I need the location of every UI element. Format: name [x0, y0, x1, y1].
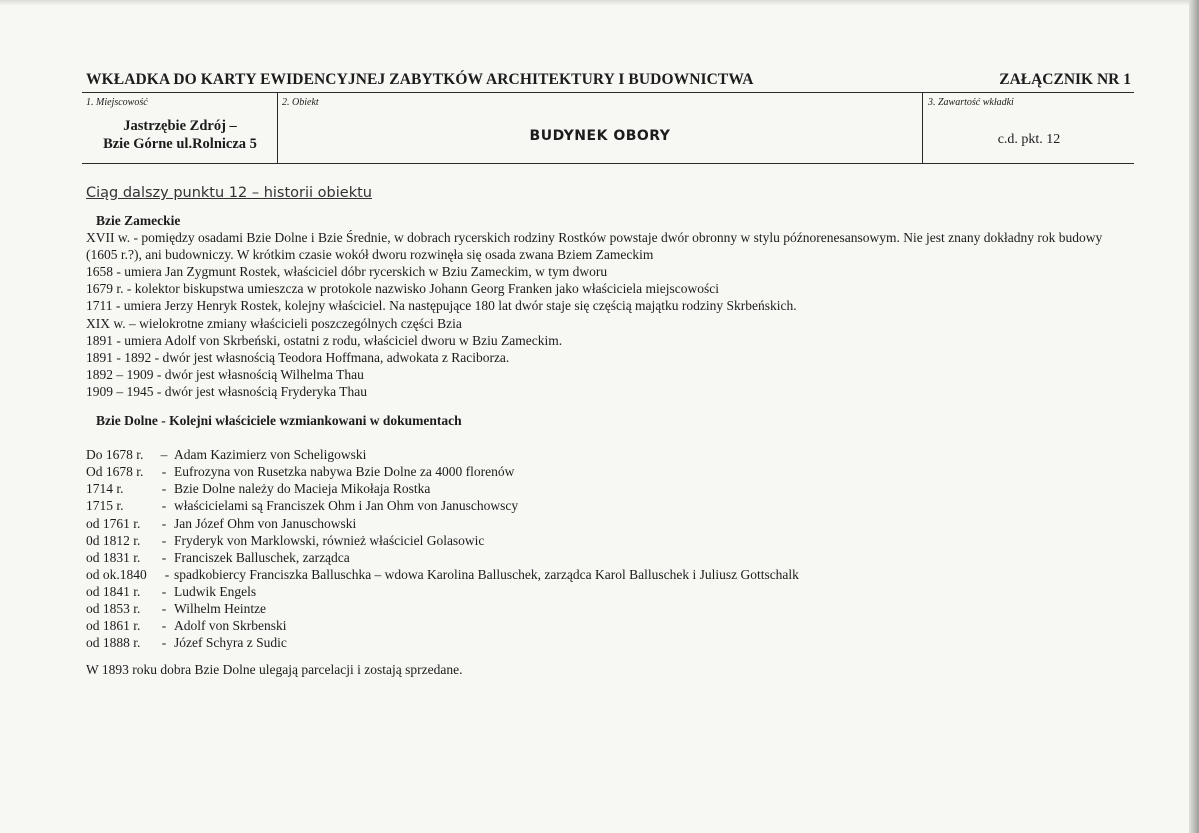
owner-text: Wilhelm Heintze — [174, 600, 267, 616]
owner-date: 0d 1812 r. — [86, 532, 141, 548]
owner-date: 1715 r. — [86, 498, 124, 514]
history-entry: 1891 - 1892 - dwór jest własnością Teodora Hoffmana, adwokata z Raciborza. — [86, 349, 510, 365]
location-label: 1. Miejscowość — [86, 97, 148, 108]
owner-dash: - — [161, 600, 167, 616]
owner-text: Jan Józef Ohm von Januschowski — [174, 515, 357, 531]
owner-text: spadkobiercy Franciszka Balluschka – wdowa Karolina Balluschek, zarządca Karol Balluschek i Juliusz Gottschalk — [174, 566, 799, 582]
owner-text: Fryderyk von Marklowski, również właściciel Golasowic — [174, 532, 485, 548]
history-entry: XVII w. - pomiędzy osadami Bzie Dolne i Bzie Średnie, w dobrach rycerskich rodziny Rostków powstaje dwór obronny w stylu późnorenesansowym. Nie jest znany dokładny rok budowy (1605 r.?), ani budowniczy. W krótkim czasie wokół dworu rozwinęła się osada zwana Bziem Zameckim — [86, 230, 1103, 263]
owner-row — [86, 497, 1126, 514]
owner-date: od 1861 r. — [86, 618, 141, 634]
form-title: WKŁADKA DO KARTY EWIDENCYJNEJ ZABYTKÓW ARCHITEKTURY I BUDOWNICTWA — [86, 71, 754, 88]
owner-date: od 1853 r. — [86, 600, 141, 616]
history-entry: 1891 - umiera Adolf von Skrbeński, ostatni z rodu, właściciel dworu w Bziu Zameckim. — [86, 332, 563, 348]
cell-divider-2 — [922, 93, 923, 163]
contents-value: c.d. pkt. 12 — [997, 132, 1061, 147]
header-rule-top — [82, 92, 1134, 93]
location-line-2: Bzie Górne ul.Rolnicza 5 — [103, 136, 257, 152]
scan-page-edge — [1189, 0, 1199, 833]
closing-note: W 1893 roku dobra Bzie Dolne ulegają parcelacji i zostają sprzedane. — [86, 662, 463, 678]
owner-row — [86, 463, 1126, 480]
history-entry: 1679 r. - kolektor biskupstwa umieszcza w protokole nazwisko Johann Georg Franken jako właściciela miejscowości — [86, 281, 719, 297]
owner-dash: - — [161, 635, 167, 651]
history-content — [86, 212, 1126, 678]
owner-dash: - — [164, 566, 170, 582]
owner-row — [86, 634, 1126, 651]
owner-row — [86, 617, 1126, 634]
object-value: BUDYNEK OBORY — [529, 128, 671, 144]
owner-date: Do 1678 r. — [86, 447, 144, 463]
history-entry: 1892 – 1909 - dwór jest własnością Wilhelma Thau — [86, 366, 364, 382]
owner-date: od 1831 r. — [86, 549, 141, 565]
owner-date: od 1841 r. — [86, 583, 141, 599]
history-entry: 1658 - umiera Jan Zygmunt Rostek, właściciel dóbr rycerskich w Bziu Zameckim, w tym dworu — [86, 264, 608, 280]
owner-date: od 1761 r. — [86, 515, 141, 531]
attachment-number: ZAŁĄCZNIK NR 1 — [999, 71, 1131, 88]
spacer — [86, 400, 1126, 412]
owner-row — [86, 566, 1126, 583]
header-rule-bottom — [82, 163, 1134, 164]
owner-row — [86, 549, 1126, 566]
history-entry: 1711 - umiera Jerzy Henryk Rostek, kolejny właściciel. Na następujące 180 lat dwór staje się częścią majątku rodziny Skrbeńskich. — [86, 298, 797, 314]
history-entry: 1909 – 1945 - dwór jest własnością Fryderyka Thau — [86, 383, 367, 399]
scan-top-shadow — [0, 0, 1199, 6]
owner-dash: - — [161, 532, 167, 548]
owner-dash: – — [160, 447, 168, 463]
bzie-zameckie-entries — [86, 229, 1126, 400]
owner-text: Franciszek Balluschek, zarządca — [174, 549, 350, 565]
owner-row — [86, 480, 1126, 497]
owner-dash: - — [161, 515, 167, 531]
location-line-1: Jastrzębie Zdrój – — [123, 118, 237, 134]
owner-row — [86, 515, 1126, 532]
history-entry: XIX w. – wielokrotne zmiany właścicieli poszczególnych części Bzia — [86, 315, 462, 331]
owner-dash: - — [161, 583, 167, 599]
owner-date: 1714 r. — [86, 481, 124, 497]
object-label: 2. Obiekt — [282, 97, 319, 108]
owner-text: Bzie Dolne należy do Macieja Mikołaja Rostka — [174, 481, 431, 497]
bzie-zameckie-heading: Bzie Zameckie — [96, 213, 181, 228]
owner-row — [86, 583, 1126, 600]
location-value — [84, 117, 276, 153]
contents-label: 3. Zawartość wkładki — [928, 97, 1014, 108]
owner-dash: - — [161, 464, 167, 480]
owner-text: Adam Kazimierz von Scheligowski — [174, 447, 367, 463]
owner-text: Eufrozyna von Rusetzka nabywa Bzie Dolne za 4000 florenów — [174, 464, 515, 480]
bzie-dolne-heading: Bzie Dolne - Kolejni właściciele wzmiankowani w dokumentach — [96, 413, 462, 429]
owner-text: Józef Schyra z Sudic — [174, 635, 287, 651]
section-heading: Ciąg dalszy punktu 12 – historii obiektu — [86, 185, 372, 201]
owner-date: od ok.1840 — [86, 566, 147, 582]
owner-dash: - — [161, 498, 167, 514]
owner-row — [86, 446, 1126, 463]
owner-text: Ludwik Engels — [174, 583, 257, 599]
owners-list — [86, 446, 1126, 651]
owner-date: od 1888 r. — [86, 635, 141, 651]
owner-text: właścicielami są Franciszek Ohm i Jan Ohm von Januschowscy — [174, 498, 519, 514]
owner-dash: - — [161, 481, 167, 497]
owner-dash: - — [161, 618, 167, 634]
spacer — [86, 429, 1126, 446]
owner-row — [86, 600, 1126, 617]
owner-text: Adolf von Skrbenski — [174, 618, 287, 634]
owner-row — [86, 532, 1126, 549]
owner-date: Od 1678 r. — [86, 464, 144, 480]
owner-dash: - — [161, 549, 167, 565]
